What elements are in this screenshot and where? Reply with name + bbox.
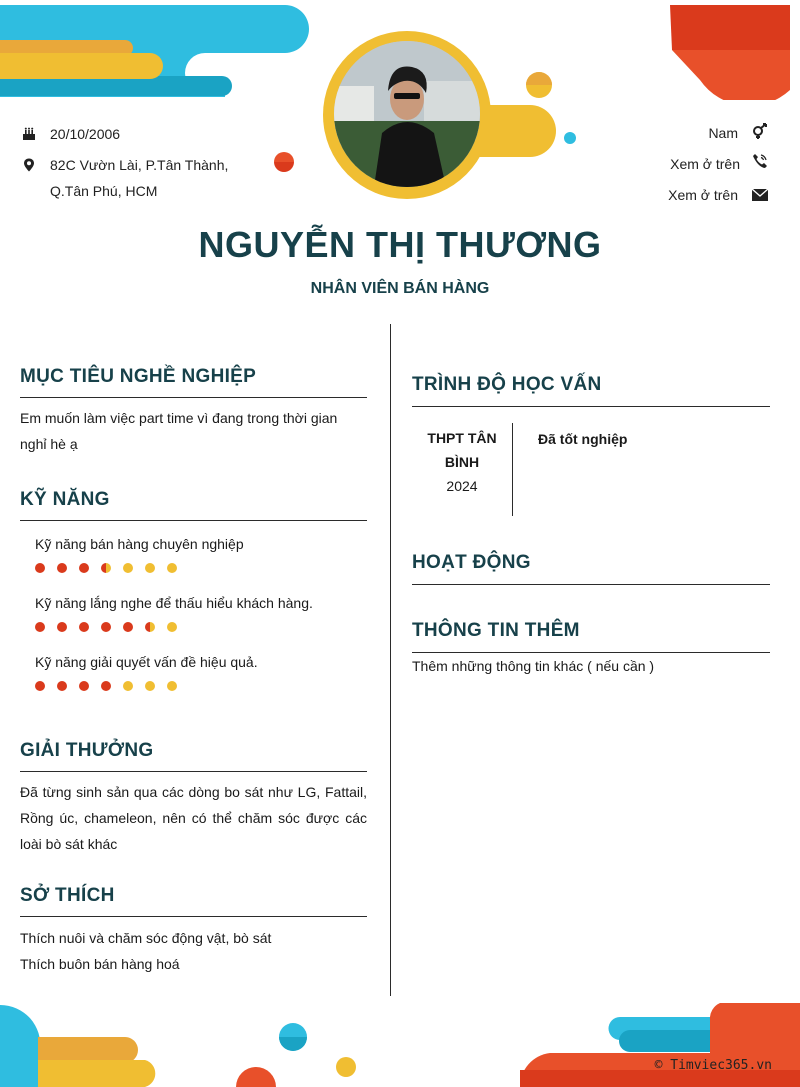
job-title: NHÂN VIÊN BÁN HÀNG (310, 280, 490, 297)
decor-top-right (660, 0, 800, 100)
rating-dot (123, 622, 133, 632)
email-text: Xem ở trên (668, 187, 738, 203)
decor-bottom-left (0, 1000, 380, 1087)
rating-dot (123, 563, 133, 573)
objective-rule (20, 397, 367, 398)
rating-dot (79, 681, 89, 691)
education-year: 2024 (446, 478, 478, 494)
education-school: THPT TÂN BÌNH (427, 430, 497, 470)
gender-icon (752, 123, 768, 139)
birthday-text: 20/10/2006 (50, 126, 121, 142)
activities-title: HOẠT ĐỘNG (412, 552, 531, 573)
skills-rule (20, 520, 367, 521)
phone-text: Xem ở trên (670, 156, 740, 172)
rating-dot (101, 681, 111, 691)
red-dot (274, 152, 294, 172)
hobby-item: Thích nuôi và chăm sóc động vật, bò sát (20, 930, 272, 946)
rating-dot (145, 681, 155, 691)
rating-dot (101, 563, 111, 573)
rating-dot (123, 681, 133, 691)
skill-rating (35, 681, 177, 691)
rating-dot (101, 622, 111, 632)
rating-dot (145, 622, 155, 632)
rating-dot (167, 563, 177, 573)
rating-dot (79, 622, 89, 632)
rating-dot (57, 563, 67, 573)
skill-rating (35, 622, 177, 632)
rating-dot (167, 622, 177, 632)
hobby-item: Thích buôn bán hàng hoá (20, 956, 180, 972)
extra-text: Thêm những thông tin khác ( nếu cần ) (412, 658, 655, 674)
education-separator (512, 423, 513, 516)
rating-dot (79, 563, 89, 573)
rating-dot (35, 622, 45, 632)
extra-title: THÔNG TIN THÊM (412, 620, 580, 641)
awards-text: Đã từng sinh sản qua các dòng bo sát như LG, Fattail, Rồng úc, chameleon, nên có thể chăm sóc được các loài bò sát khác (20, 784, 367, 852)
gender-text: Nam (708, 125, 738, 141)
hobbies-rule (20, 916, 367, 917)
hobbies-title: SỞ THÍCH (20, 885, 115, 906)
phone-icon (752, 153, 768, 169)
education-title: TRÌNH ĐỘ HỌC VẤN (412, 374, 602, 395)
address-text: 82C Vườn Lài, P.Tân Thành, Q.Tân Phú, HCM (50, 157, 229, 199)
rating-dot (57, 681, 67, 691)
rating-dot (57, 622, 67, 632)
location-pin-icon (20, 156, 38, 174)
decor-bottom-right (510, 1000, 800, 1087)
skill-name: Kỹ năng giải quyết vấn đề hiệu quả. (35, 654, 258, 670)
column-divider (390, 324, 391, 996)
profile-photo (334, 41, 480, 187)
rating-dot (167, 681, 177, 691)
education-rule (412, 406, 770, 407)
rating-dot (145, 563, 155, 573)
skill-name: Kỹ năng lắng nghe để thấu hiểu khách hàng. (35, 595, 313, 611)
decor-top-left (0, 0, 320, 110)
copyright: © Timviec365.vn (654, 1058, 772, 1073)
awards-title: GIẢI THƯỞNG (20, 740, 154, 761)
skills-title: KỸ NĂNG (20, 489, 110, 510)
birthday-cake-icon (20, 125, 38, 143)
envelope-icon (752, 188, 768, 202)
activities-rule (412, 584, 770, 585)
candidate-name: NGUYỄN THỊ THƯƠNG (198, 224, 602, 265)
rating-dot (35, 681, 45, 691)
awards-rule (20, 771, 367, 772)
education-desc: Đã tốt nghiệp (538, 431, 628, 447)
objective-title: MỤC TIÊU NGHỀ NGHIỆP (20, 366, 257, 387)
rating-dot (35, 563, 45, 573)
objective-text: Em muốn làm việc part time vì đang trong thời gian nghỉ hè ạ (20, 410, 338, 452)
skill-name: Kỹ năng bán hàng chuyên nghiệp (35, 536, 244, 552)
skill-rating (35, 563, 177, 573)
